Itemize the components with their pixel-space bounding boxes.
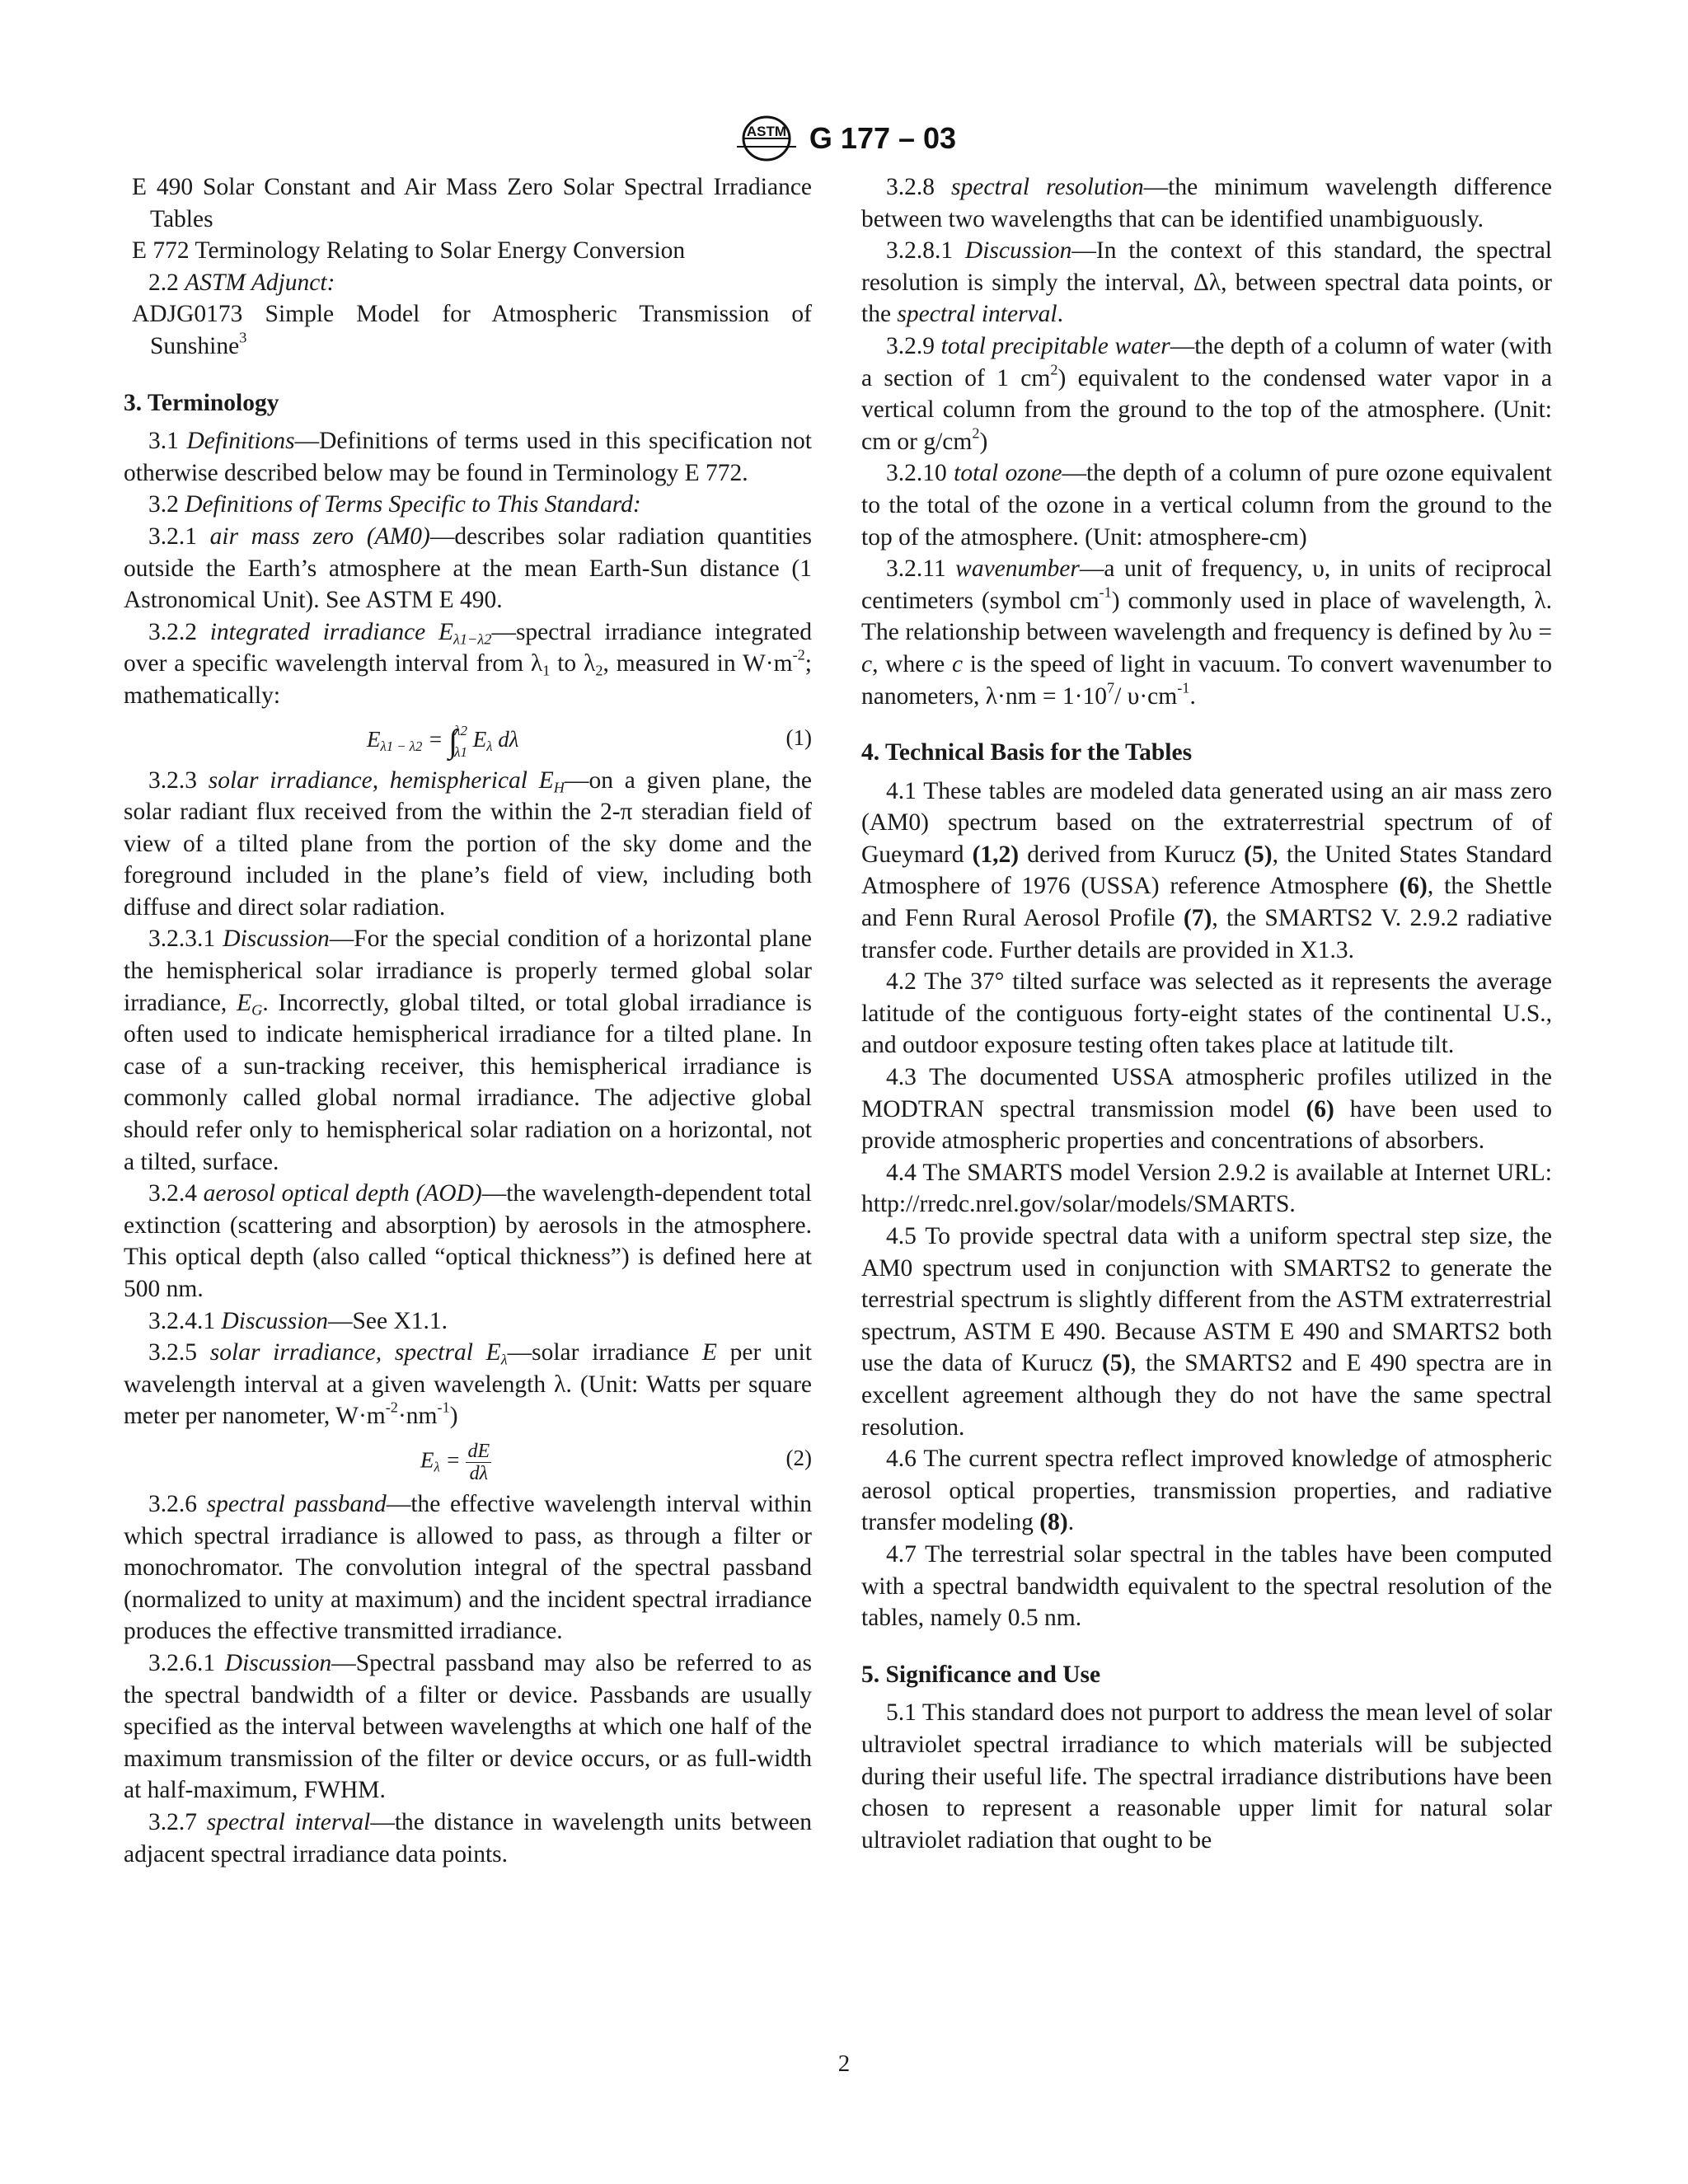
equation-1: [124, 715, 812, 762]
astm-logo-icon: [732, 114, 801, 163]
reference-adjunct: ADJG0173 Simple Model for Atmospheric Transmission of Sunshine$^3$: [132, 301, 812, 359]
right-column: [861, 171, 1552, 1856]
integral-sign-icon: ∫: [448, 722, 458, 760]
para-4-4: 4.4 The SMARTS model Version 2.9.2 is available at Internet URL: http://rredc.nrel.gov/solar/models/SMARTS.: [861, 1159, 1552, 1218]
page-header: [0, 114, 1688, 163]
para-4-7: 4.7 The terrestrial solar spectral in the tables have been computed with a spectral bandwidth equivalent to the spectral resolution of the tables, namely 0.5 nm.: [861, 1540, 1552, 1632]
equation-2-number: (2): [785, 1445, 812, 1470]
para-5-1: 5.1 This standard does not purport to address the mean level of solar ultraviolet spectral irradiance to which materials will be subjected during their useful life. The spectral irradiance distributions have been chosen to represent a reasonable upper limit for natural solar ultraviolet radiation that ought to be: [861, 1699, 1552, 1854]
equation-2: [124, 1436, 812, 1485]
para-3-2-2: 3.2.2 integrated irradiance $E_{\lambda 1-\lambda 2}—spectral$ irradiance integrated over a specific wavelength interval from $\lambda_1$ to $\lambda_2$, measured in $W\cdot m^{-2}$; mathematically:: [124, 618, 812, 709]
para-3-2-8-1: 3.2.8.1 Discussion—In the context of this standard, the spectral resolution is simply the interval, Δλ, between spectral data points, or the spectral interval.: [861, 237, 1553, 328]
section-4-title: 4. Technical Basis for the Tables: [861, 739, 1193, 766]
standard-designation: G 177 – 03: [809, 121, 957, 155]
para-3-2-3-1: 3.2.3.1 Discussion—For the special condition of a horizontal plane the hemispherical solar irradiance is properly termed global solar irradiance, $E_G$. Incorrectly, global tilted, or total global irradiance is often used to indicate hemispherical irradiance for a tilted plane. In case of a sun-tracking receiver, this hemispherical irradiance is commonly called global normal irradiance. The adjective global should refer only to hemispherical solar radiation on a horizontal, not a tilted, surface.: [124, 926, 812, 1175]
para-3-2-9: 3.2.9 total precipitable water—the depth of a column of water (with a section of 1 $cm^2$) equivalent to the condensed water vapor in a vertical column from the ground to the top of the atmosphere. (Unit: cm or $g/cm^2$): [861, 332, 1553, 455]
para-3-2-4: 3.2.4 aerosol optical depth (AOD)—the wavelength-dependent total extinction (scattering and absorption) by aerosols in the atmosphere. This optical depth (also called “optical thickness”) is defined here at 500 nm.: [124, 1180, 812, 1302]
equation-2-body: $E_\lambda$ = $\frac{dE}{d\lambda}$: [420, 1440, 490, 1484]
left-column: [124, 171, 812, 1870]
para-4-3: 4.3 The documented USSA atmospheric profiles utilized in the MODTRAN spectral transmission model (6) have been used to provide atmospheric properties and concentrations of absorbers.: [861, 1064, 1552, 1155]
para-4-5: 4.5 To provide spectral data with a uniform spectral step size, the AM0 spectrum used in conjunction with SMARTS2 to generate the terrestrial spectrum is slightly different from the ASTM extraterrestrial spectrum, ASTM E 490. Because ASTM E 490 and SMARTS2 both use the data of Kurucz (5), the SMARTS2 and E 490 spectra are in excellent agreement although they do not have the same spectral resolution.: [861, 1223, 1552, 1441]
section-3-title: 3. Terminology: [124, 389, 279, 416]
para-3-2: 3.2 Definitions of Terms Specific to This Standard:: [148, 491, 641, 518]
para-3-2-5: 3.2.5 solar irradiance, spectral $E_\lambda—solar$ irradiance E per unit wavelength interval at a given wavelength λ. (Unit: Watts per square meter per nanometer, $W\cdot m^{-2}\cdot nm^{-1}$): [124, 1339, 813, 1430]
para-3-2-6-1: 3.2.6.1 Discussion—Spectral passband may also be referred to as the spectral bandwidth of a filter or device. Passbands are usually specified as the interval between wavelengths at which one half of the maximum transmission of the filter or device occurs, or as full-width at half-maximum, FWHM.: [124, 1649, 812, 1804]
para-3-1: 3.1 Definitions—Definitions of terms used in this specification not otherwise described below may be found in Terminology E 772.: [124, 428, 812, 486]
para-3-2-11: 3.2.11 wavenumber—a unit of frequency, υ, in units of reciprocal centimeters (symbol $cm^{-1}$) commonly used in place of wavelength, λ. The relationship between wavelength and frequency is defined by λυ = c, where c is the speed of light in vacuum. To convert wavenumber to nanometers, $\lambda\cdot nm = 1\cdot 10^7/$ $\upsilon\cdot cm^{-1}$.: [861, 555, 1553, 710]
para-3-2-6: 3.2.6 spectral passband—the effective wavelength interval within which spectral irradiance is allowed to pass, as through a filter or monochromator. The convolution integral of the spectral passband (normalized to unity at maximum) and the incident spectral irradiance produces the effective transmitted irradiance.: [124, 1490, 813, 1645]
reference-e772: E 772 Terminology Relating to Solar Energy Conversion: [132, 237, 686, 265]
para-3-2-4-1: 3.2.4.1 Discussion—See X1.1.: [148, 1307, 448, 1334]
equation-1-body: $E_{\lambda 1 - \lambda 2}$ = ∫ λ2 λ1 $E_\lambda$ dλ: [367, 722, 519, 760]
astm-logo-text: ASTM: [746, 124, 787, 139]
para-3-2-3: 3.2.3 solar irradiance, hemispherical $E_H—on$ a given plane, the solar radiant flux received from the within the 2-π steradian field of view of a tilted plane from the portion of the sky dome and the foreground included in the plane’s field of view, including both diffuse and direct solar radiation.: [124, 766, 812, 921]
adjunct-heading: 2.2 ASTM Adjunct:: [148, 269, 335, 296]
para-4-1: 4.1 These tables are modeled data generated using an air mass zero (AM0) spectrum based on the extraterrestrial spectrum of of Gueymard (1,2) derived from Kurucz (5), the United States Standard Atmosphere of 1976 (USSA) reference Atmosphere (6), the Shettle and Fenn Rural Aerosol Profile (7), the SMARTS2 V. 2.9.2 radiative transfer code. Further details are provided in X1.3.: [861, 777, 1552, 963]
para-3-2-7: 3.2.7 spectral interval—the distance in wavelength units between adjacent spectral irradiance data points.: [124, 1808, 812, 1868]
reference-e490: E 490 Solar Constant and Air Mass Zero Solar Spectral Irradiance Tables: [132, 174, 812, 232]
footnote-marker: 3: [239, 329, 247, 346]
para-3-2-1: 3.2.1 air mass zero (AM0)—describes solar radiation quantities outside the Earth’s atmosphere at the mean Earth-Sun distance (1 Astronomical Unit). See ASTM E 490.: [124, 523, 812, 614]
section-5-title: 5. Significance and Use: [861, 1661, 1101, 1688]
para-3-2-8: 3.2.8 spectral resolution—the minimum wavelength difference between two wavelengths that can be identified unambiguously.: [861, 174, 1552, 232]
para-4-6: 4.6 The current spectra reflect improved knowledge of atmospheric aerosol optical properties, transmission properties, and radiative transfer modeling (8).: [861, 1446, 1552, 1536]
equation-1-number: (1): [785, 724, 812, 750]
page-number: 2: [837, 2050, 851, 2077]
para-3-2-10: 3.2.10 total ozone—the depth of a column of pure ozone equivalent to the total of the ozone in a vertical column from the ground to the top of the atmosphere. (Unit: atmosphere-cm): [861, 460, 1553, 551]
para-4-2: 4.2 The 37° tilted surface was selected as it represents the average latitude of the contiguous forty-eight states of the continental U.S., and outdoor exposure testing often takes place at latitude tilt.: [861, 968, 1552, 1059]
